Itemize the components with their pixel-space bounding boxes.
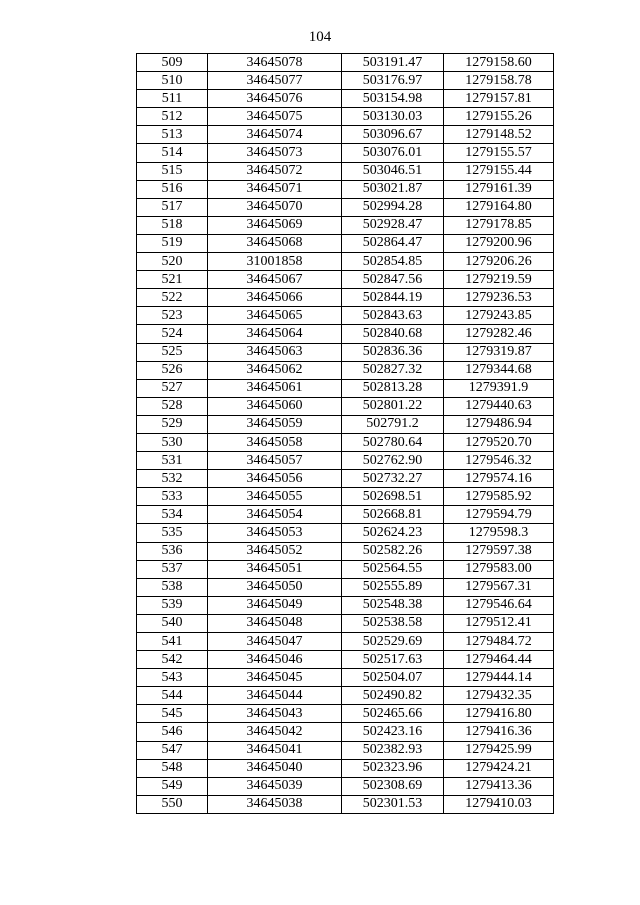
row-number-cell: 547: [137, 741, 208, 759]
x-coordinate-cell: 502854.85: [342, 253, 444, 271]
y-coordinate-cell: 1279597.38: [444, 542, 554, 560]
y-coordinate-cell: 1279546.64: [444, 596, 554, 614]
x-coordinate-cell: 502840.68: [342, 325, 444, 343]
table-row: [137, 343, 554, 361]
point-id-cell: 34645053: [208, 524, 342, 542]
point-id-cell: 34645041: [208, 741, 342, 759]
row-number-cell: 534: [137, 506, 208, 524]
x-coordinate-cell: 502548.38: [342, 596, 444, 614]
row-number-cell: 520: [137, 253, 208, 271]
point-id-cell: 34645056: [208, 470, 342, 488]
point-id-cell: 34645040: [208, 759, 342, 777]
point-id-cell: 34645078: [208, 54, 342, 72]
x-coordinate-cell: 502864.47: [342, 234, 444, 252]
table-row: [137, 506, 554, 524]
y-coordinate-cell: 1279416.36: [444, 723, 554, 741]
table-row: [137, 108, 554, 126]
point-id-cell: 34645050: [208, 578, 342, 596]
table-row: [137, 54, 554, 72]
y-coordinate-cell: 1279282.46: [444, 325, 554, 343]
x-coordinate-cell: 502624.23: [342, 524, 444, 542]
x-coordinate-cell: 502843.63: [342, 307, 444, 325]
y-coordinate-cell: 1279574.16: [444, 470, 554, 488]
x-coordinate-cell: 502762.90: [342, 452, 444, 470]
x-coordinate-cell: 502668.81: [342, 506, 444, 524]
x-coordinate-cell: 503076.01: [342, 144, 444, 162]
y-coordinate-cell: 1279444.14: [444, 669, 554, 687]
x-coordinate-cell: 502382.93: [342, 741, 444, 759]
table-row: [137, 470, 554, 488]
table-row: [137, 180, 554, 198]
y-coordinate-cell: 1279598.3: [444, 524, 554, 542]
row-number-cell: 550: [137, 795, 208, 813]
x-coordinate-cell: 503096.67: [342, 126, 444, 144]
table-row: [137, 271, 554, 289]
row-number-cell: 536: [137, 542, 208, 560]
y-coordinate-cell: 1279157.81: [444, 90, 554, 108]
point-id-cell: 34645047: [208, 633, 342, 651]
y-coordinate-cell: 1279155.57: [444, 144, 554, 162]
table-row: [137, 596, 554, 614]
point-id-cell: 34645061: [208, 379, 342, 397]
x-coordinate-cell: 502801.22: [342, 397, 444, 415]
table-row: [137, 234, 554, 252]
row-number-cell: 526: [137, 361, 208, 379]
x-coordinate-cell: 503154.98: [342, 90, 444, 108]
y-coordinate-cell: 1279236.53: [444, 289, 554, 307]
x-coordinate-cell: 502836.36: [342, 343, 444, 361]
point-id-cell: 34645064: [208, 325, 342, 343]
table-row: [137, 433, 554, 451]
row-number-cell: 537: [137, 560, 208, 578]
x-coordinate-cell: 502517.63: [342, 651, 444, 669]
x-coordinate-cell: 503176.97: [342, 72, 444, 90]
point-id-cell: 34645059: [208, 415, 342, 433]
point-id-cell: 34645055: [208, 488, 342, 506]
x-coordinate-cell: 502813.28: [342, 379, 444, 397]
row-number-cell: 543: [137, 669, 208, 687]
row-number-cell: 519: [137, 234, 208, 252]
y-coordinate-cell: 1279512.41: [444, 614, 554, 632]
y-coordinate-cell: 1279520.70: [444, 433, 554, 451]
table-row: [137, 687, 554, 705]
table-row: [137, 415, 554, 433]
point-id-cell: 34645051: [208, 560, 342, 578]
x-coordinate-cell: 502844.19: [342, 289, 444, 307]
x-coordinate-cell: 502301.53: [342, 795, 444, 813]
x-coordinate-cell: 502308.69: [342, 777, 444, 795]
coordinates-table-body: [137, 54, 554, 814]
y-coordinate-cell: 1279200.96: [444, 234, 554, 252]
point-id-cell: 34645054: [208, 506, 342, 524]
point-id-cell: 34645045: [208, 669, 342, 687]
table-row: [137, 651, 554, 669]
y-coordinate-cell: 1279206.26: [444, 253, 554, 271]
table-row: [137, 669, 554, 687]
row-number-cell: 533: [137, 488, 208, 506]
point-id-cell: 34645058: [208, 433, 342, 451]
x-coordinate-cell: 502465.66: [342, 705, 444, 723]
point-id-cell: 34645046: [208, 651, 342, 669]
row-number-cell: 538: [137, 578, 208, 596]
point-id-cell: 34645065: [208, 307, 342, 325]
point-id-cell: 34645049: [208, 596, 342, 614]
x-coordinate-cell: 502582.26: [342, 542, 444, 560]
table-row: [137, 633, 554, 651]
x-coordinate-cell: 502928.47: [342, 216, 444, 234]
table-row: [137, 488, 554, 506]
x-coordinate-cell: 502732.27: [342, 470, 444, 488]
row-number-cell: 511: [137, 90, 208, 108]
point-id-cell: 34645039: [208, 777, 342, 795]
y-coordinate-cell: 1279243.85: [444, 307, 554, 325]
y-coordinate-cell: 1279148.52: [444, 126, 554, 144]
y-coordinate-cell: 1279413.36: [444, 777, 554, 795]
point-id-cell: 34645068: [208, 234, 342, 252]
y-coordinate-cell: 1279594.79: [444, 506, 554, 524]
y-coordinate-cell: 1279178.85: [444, 216, 554, 234]
row-number-cell: 542: [137, 651, 208, 669]
row-number-cell: 535: [137, 524, 208, 542]
y-coordinate-cell: 1279546.32: [444, 452, 554, 470]
table-row: [137, 379, 554, 397]
x-coordinate-cell: 502564.55: [342, 560, 444, 578]
table-row: [137, 524, 554, 542]
point-id-cell: 34645060: [208, 397, 342, 415]
y-coordinate-cell: 1279155.44: [444, 162, 554, 180]
y-coordinate-cell: 1279158.60: [444, 54, 554, 72]
table-row: [137, 144, 554, 162]
row-number-cell: 527: [137, 379, 208, 397]
row-number-cell: 509: [137, 54, 208, 72]
y-coordinate-cell: 1279585.92: [444, 488, 554, 506]
table-row: [137, 72, 554, 90]
row-number-cell: 512: [137, 108, 208, 126]
row-number-cell: 529: [137, 415, 208, 433]
table-row: [137, 795, 554, 813]
y-coordinate-cell: 1279319.87: [444, 343, 554, 361]
row-number-cell: 524: [137, 325, 208, 343]
row-number-cell: 515: [137, 162, 208, 180]
y-coordinate-cell: 1279440.63: [444, 397, 554, 415]
point-id-cell: 34645069: [208, 216, 342, 234]
x-coordinate-cell: 502538.58: [342, 614, 444, 632]
row-number-cell: 545: [137, 705, 208, 723]
x-coordinate-cell: 502490.82: [342, 687, 444, 705]
row-number-cell: 549: [137, 777, 208, 795]
y-coordinate-cell: 1279486.94: [444, 415, 554, 433]
y-coordinate-cell: 1279432.35: [444, 687, 554, 705]
point-id-cell: 31001858: [208, 253, 342, 271]
row-number-cell: 532: [137, 470, 208, 488]
table-row: [137, 452, 554, 470]
point-id-cell: 34645052: [208, 542, 342, 560]
x-coordinate-cell: 503191.47: [342, 54, 444, 72]
table-row: [137, 216, 554, 234]
point-id-cell: 34645057: [208, 452, 342, 470]
row-number-cell: 521: [137, 271, 208, 289]
page-number: 104: [308, 29, 332, 45]
x-coordinate-cell: 502847.56: [342, 271, 444, 289]
y-coordinate-cell: 1279391.9: [444, 379, 554, 397]
x-coordinate-cell: 502827.32: [342, 361, 444, 379]
point-id-cell: 34645075: [208, 108, 342, 126]
x-coordinate-cell: 503021.87: [342, 180, 444, 198]
x-coordinate-cell: 502780.64: [342, 433, 444, 451]
y-coordinate-cell: 1279410.03: [444, 795, 554, 813]
x-coordinate-cell: 502423.16: [342, 723, 444, 741]
y-coordinate-cell: 1279425.99: [444, 741, 554, 759]
x-coordinate-cell: 502698.51: [342, 488, 444, 506]
row-number-cell: 531: [137, 452, 208, 470]
point-id-cell: 34645044: [208, 687, 342, 705]
row-number-cell: 539: [137, 596, 208, 614]
y-coordinate-cell: 1279583.00: [444, 560, 554, 578]
row-number-cell: 540: [137, 614, 208, 632]
table-row: [137, 126, 554, 144]
table-row: [137, 307, 554, 325]
y-coordinate-cell: 1279161.39: [444, 180, 554, 198]
x-coordinate-cell: 502529.69: [342, 633, 444, 651]
row-number-cell: 522: [137, 289, 208, 307]
point-id-cell: 34645077: [208, 72, 342, 90]
table-row: [137, 777, 554, 795]
table-row: [137, 723, 554, 741]
point-id-cell: 34645076: [208, 90, 342, 108]
table-row: [137, 289, 554, 307]
point-id-cell: 34645071: [208, 180, 342, 198]
row-number-cell: 517: [137, 198, 208, 216]
y-coordinate-cell: 1279158.78: [444, 72, 554, 90]
x-coordinate-cell: 503046.51: [342, 162, 444, 180]
row-number-cell: 544: [137, 687, 208, 705]
x-coordinate-cell: 503130.03: [342, 108, 444, 126]
table-row: [137, 542, 554, 560]
table-row: [137, 325, 554, 343]
table-row: [137, 397, 554, 415]
table-row: [137, 361, 554, 379]
point-id-cell: 34645042: [208, 723, 342, 741]
x-coordinate-cell: 502323.96: [342, 759, 444, 777]
row-number-cell: 546: [137, 723, 208, 741]
row-number-cell: 523: [137, 307, 208, 325]
point-id-cell: 34645070: [208, 198, 342, 216]
table-row: [137, 162, 554, 180]
table-row: [137, 198, 554, 216]
point-id-cell: 34645062: [208, 361, 342, 379]
row-number-cell: 548: [137, 759, 208, 777]
y-coordinate-cell: 1279567.31: [444, 578, 554, 596]
row-number-cell: 516: [137, 180, 208, 198]
y-coordinate-cell: 1279416.80: [444, 705, 554, 723]
y-coordinate-cell: 1279164.80: [444, 198, 554, 216]
x-coordinate-cell: 502555.89: [342, 578, 444, 596]
table-row: [137, 90, 554, 108]
x-coordinate-cell: 502504.07: [342, 669, 444, 687]
y-coordinate-cell: 1279464.44: [444, 651, 554, 669]
row-number-cell: 541: [137, 633, 208, 651]
point-id-cell: 34645048: [208, 614, 342, 632]
point-id-cell: 34645072: [208, 162, 342, 180]
table-row: [137, 759, 554, 777]
coordinates-table: [136, 53, 554, 814]
point-id-cell: 34645063: [208, 343, 342, 361]
y-coordinate-cell: 1279219.59: [444, 271, 554, 289]
y-coordinate-cell: 1279424.21: [444, 759, 554, 777]
table-row: [137, 253, 554, 271]
y-coordinate-cell: 1279484.72: [444, 633, 554, 651]
point-id-cell: 34645074: [208, 126, 342, 144]
row-number-cell: 510: [137, 72, 208, 90]
table-row: [137, 560, 554, 578]
x-coordinate-cell: 502791.2: [342, 415, 444, 433]
table-row: [137, 614, 554, 632]
row-number-cell: 528: [137, 397, 208, 415]
row-number-cell: 513: [137, 126, 208, 144]
point-id-cell: 34645066: [208, 289, 342, 307]
y-coordinate-cell: 1279155.26: [444, 108, 554, 126]
point-id-cell: 34645038: [208, 795, 342, 813]
row-number-cell: 518: [137, 216, 208, 234]
row-number-cell: 525: [137, 343, 208, 361]
table-row: [137, 578, 554, 596]
x-coordinate-cell: 502994.28: [342, 198, 444, 216]
row-number-cell: 530: [137, 433, 208, 451]
row-number-cell: 514: [137, 144, 208, 162]
point-id-cell: 34645067: [208, 271, 342, 289]
y-coordinate-cell: 1279344.68: [444, 361, 554, 379]
point-id-cell: 34645073: [208, 144, 342, 162]
table-row: [137, 705, 554, 723]
table-row: [137, 741, 554, 759]
point-id-cell: 34645043: [208, 705, 342, 723]
